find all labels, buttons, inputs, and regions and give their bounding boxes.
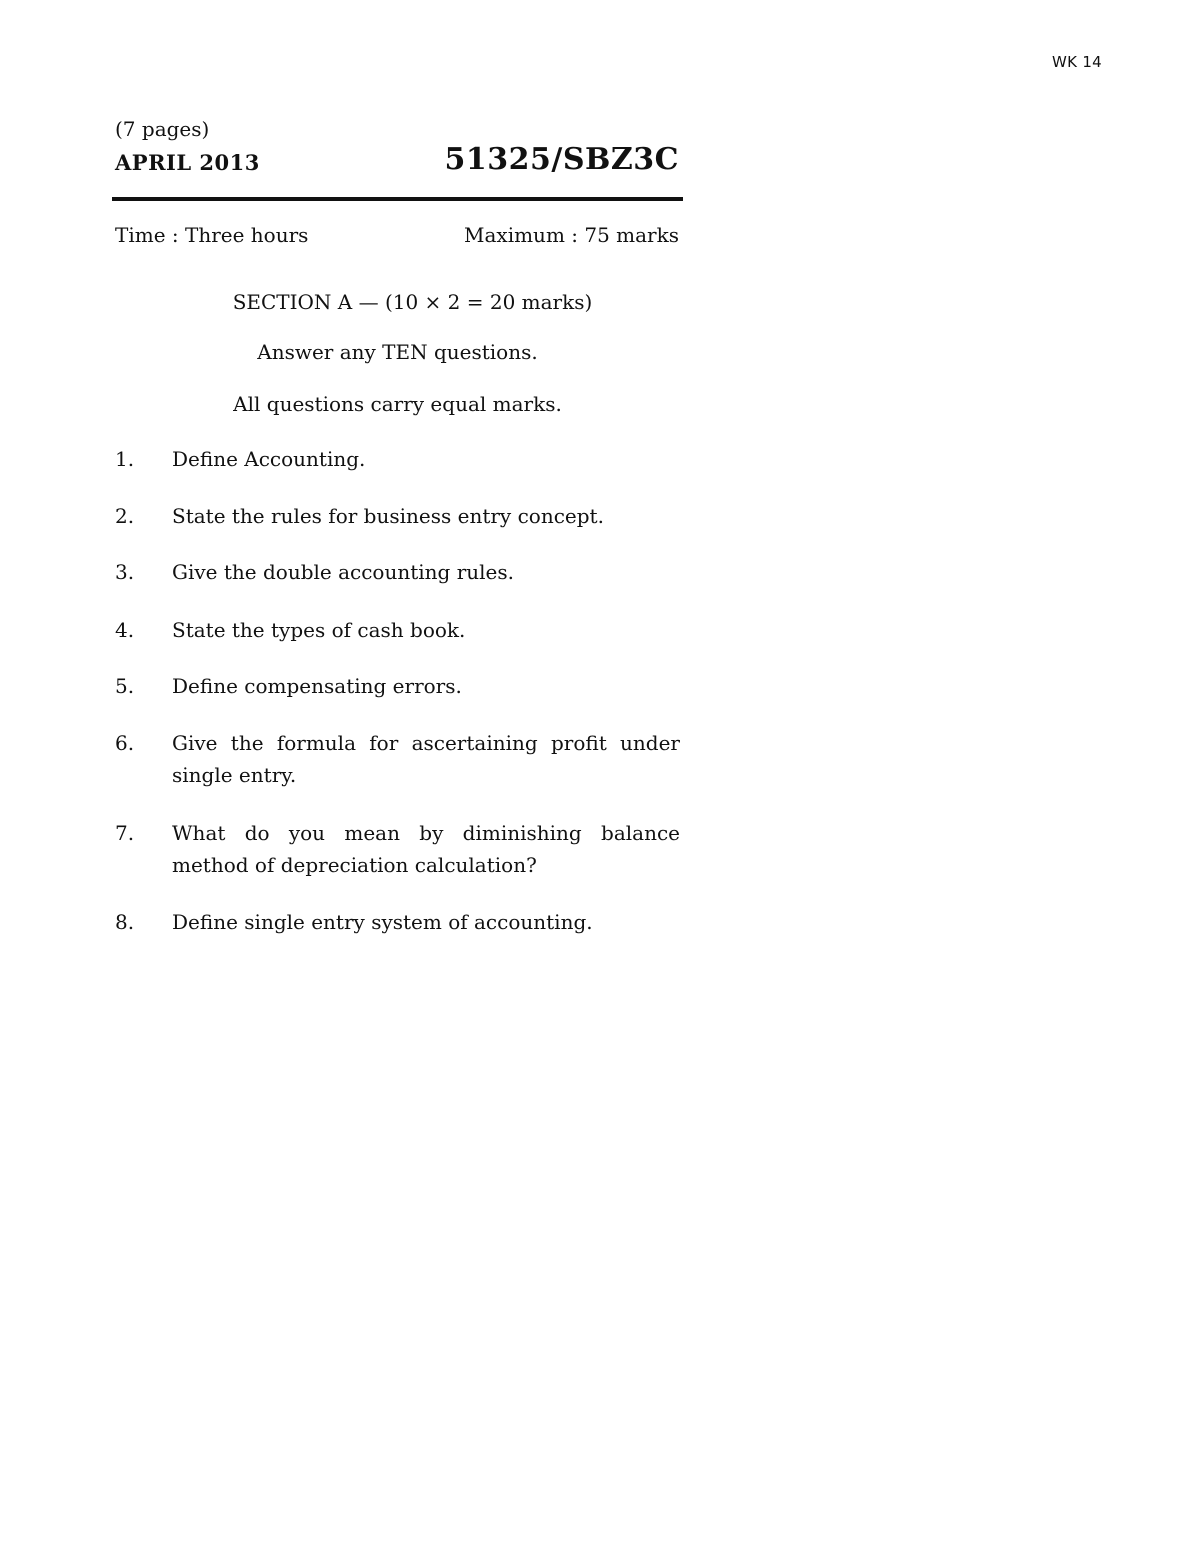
instruction-equal-marks: All questions carry equal marks. xyxy=(233,392,562,416)
page-count: (7 pages) xyxy=(115,117,210,141)
document-code: WK 14 xyxy=(1052,53,1103,71)
question-text: What do you mean by diminishing balance method of depreciation calculation? xyxy=(172,821,680,877)
question-number: 5. xyxy=(115,674,135,698)
question-text: Give the double accounting rules. xyxy=(172,560,514,584)
exam-duration: Time : Three hours xyxy=(115,223,309,247)
question-text: Define compensating errors. xyxy=(172,674,462,698)
question-item xyxy=(115,556,680,588)
question-text: Define Accounting. xyxy=(172,447,366,471)
question-number: 7. xyxy=(115,821,135,845)
question-item xyxy=(115,443,680,475)
question-number: 3. xyxy=(115,560,135,584)
exam-date: APRIL 2013 xyxy=(115,150,260,175)
question-item xyxy=(115,727,680,791)
question-item xyxy=(115,817,680,881)
section-heading: SECTION A — (10 × 2 = 20 marks) xyxy=(232,290,593,314)
question-item xyxy=(115,614,680,646)
question-text: Give the formula for ascertaining profit under single entry. xyxy=(172,731,680,787)
header-divider xyxy=(112,197,683,201)
question-item xyxy=(115,670,680,702)
maximum-marks: Maximum : 75 marks xyxy=(464,223,679,247)
paper-code: 51325/SBZ3C xyxy=(444,142,679,177)
question-number: 6. xyxy=(115,731,135,755)
question-number: 8. xyxy=(115,910,135,934)
question-number: 4. xyxy=(115,618,135,642)
question-text: State the types of cash book. xyxy=(172,618,466,642)
question-text: State the rules for business entry concept. xyxy=(172,504,604,528)
question-number: 1. xyxy=(115,447,135,471)
question-item xyxy=(115,906,680,938)
question-item xyxy=(115,500,680,532)
question-number: 2. xyxy=(115,504,135,528)
instruction-answer-count: Answer any TEN questions. xyxy=(257,340,538,364)
question-text: Define single entry system of accounting. xyxy=(172,910,593,934)
